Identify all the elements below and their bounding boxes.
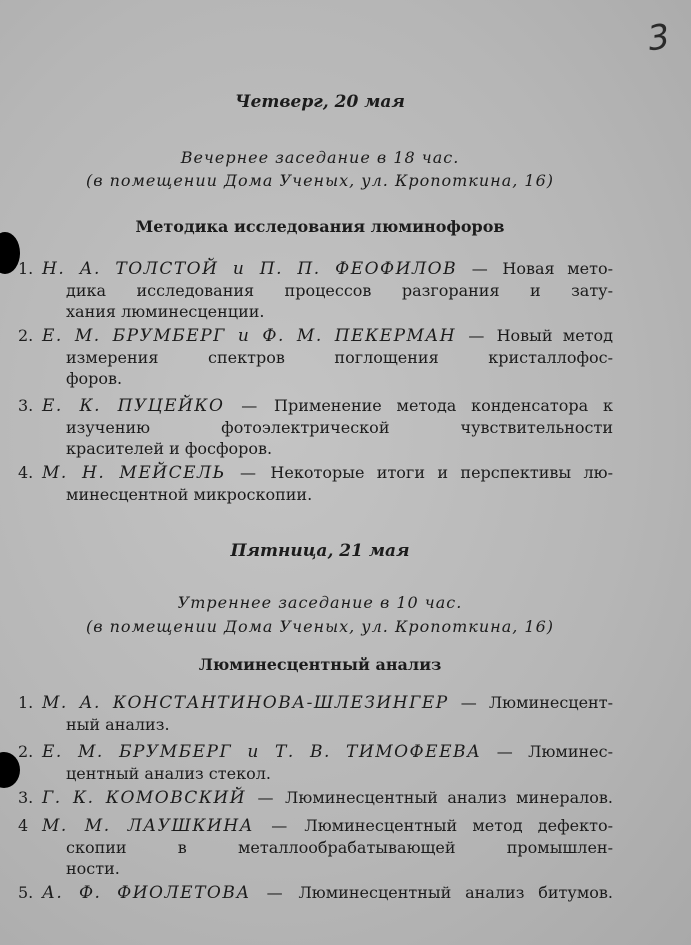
item-authors: Г. К. КОМОВСКИЙ [42, 788, 247, 808]
item-number: 2. [18, 742, 34, 761]
session-title: Утреннее заседание в 10 час. [177, 593, 463, 612]
ink-blot [0, 232, 20, 274]
item-authors: Н. А. ТОЛСТОЙ и П. П. ФЕОФИЛОВ [42, 259, 458, 279]
item-number: 1. [18, 693, 34, 712]
day-heading: Пятница, 21 мая [230, 541, 410, 561]
item-dash: — [468, 326, 485, 345]
item-number: 3. [18, 396, 34, 415]
item-title-line: Люминесцентный анализ битумов. [298, 883, 613, 902]
program-item [18, 882, 613, 904]
item-authors: М. Н. МЕЙСЕЛЬ [42, 463, 226, 483]
item-title-line: красителей и фосфоров. [66, 439, 273, 458]
item-title-line: изучению фотоэлектрической чувствительности [66, 418, 613, 437]
day-heading: Четверг, 20 мая [235, 92, 405, 112]
program-item [18, 325, 613, 389]
ink-blot [0, 752, 20, 788]
item-dash: — [496, 742, 513, 761]
item-title-line: ности. [66, 859, 120, 878]
item-number: 4. [18, 463, 34, 482]
item-title-line: Люминесцент- [488, 693, 613, 712]
item-title-line: измерения спектров поглощения кристаллофос- [66, 348, 613, 367]
item-number: 1. [18, 259, 34, 278]
program-item [18, 741, 613, 785]
page-number: 3 [645, 16, 673, 60]
item-authors: М. М. ЛАУШКИНА [42, 816, 255, 836]
program-item [18, 462, 613, 506]
item-title-line: скопии в металлообрабатывающей промышлен- [66, 838, 613, 857]
program-item [18, 692, 613, 736]
session-place: (в помещении Дома Ученых, ул. Кропоткина, 16) [85, 617, 555, 636]
item-authors: Е. М. БРУМБЕРГ и Ф. М. ПЕКЕРМАН [42, 326, 457, 346]
topic-heading: Люминесцентный анализ [198, 655, 442, 674]
item-dash: — [240, 463, 257, 482]
item-number: 5. [18, 883, 34, 902]
item-dash: — [241, 396, 258, 415]
topic-heading: Методика исследования люминофоров [135, 217, 505, 236]
item-authors: А. Ф. ФИОЛЕТОВА [42, 883, 251, 903]
item-title-line: Люминесцентный метод дефекто- [304, 816, 613, 835]
item-title-line: Новый метод [496, 326, 614, 345]
item-authors: Е. К. ПУЦЕЙКО [42, 396, 225, 416]
item-dash: — [460, 693, 477, 712]
item-dash: — [266, 883, 283, 902]
item-number: 4 [18, 816, 29, 835]
item-dash: — [471, 259, 488, 278]
item-title-line: Применение метода конденсатора к [274, 396, 613, 415]
program-item [18, 258, 613, 322]
program-item [18, 395, 613, 459]
item-title-line: минесцентной микроскопии. [66, 485, 313, 504]
item-number: 3. [18, 788, 34, 807]
item-title-line: Новая мето- [502, 259, 614, 278]
item-title-line: дика исследования процессов разгорания и зату- [66, 281, 613, 300]
session-title: Вечернее заседание в 18 час. [180, 148, 460, 167]
item-title-line: ный анализ. [66, 715, 170, 734]
program-item [18, 787, 613, 809]
item-title-line: центный анализ стекол. [66, 764, 271, 783]
item-title-line: Люминес- [528, 742, 613, 761]
item-title-line: Некоторые итоги и перспективы лю- [270, 463, 614, 482]
item-title-line: форов. [66, 369, 123, 388]
item-authors: М. А. КОНСТАНТИНОВА-ШЛЕЗИНГЕР [42, 693, 449, 713]
item-title-line: Люминесцентный анализ минералов. [285, 788, 614, 807]
item-dash: — [271, 816, 288, 835]
item-authors: Е. М. БРУМБЕРГ и Т. В. ТИМОФЕЕВА [42, 742, 482, 762]
item-number: 2. [18, 326, 34, 345]
item-dash: — [257, 788, 274, 807]
session-place: (в помещении Дома Ученых, ул. Кропоткина, 16) [85, 171, 555, 190]
item-title-line: хания люминесценции. [66, 302, 265, 321]
program-item [18, 815, 613, 879]
